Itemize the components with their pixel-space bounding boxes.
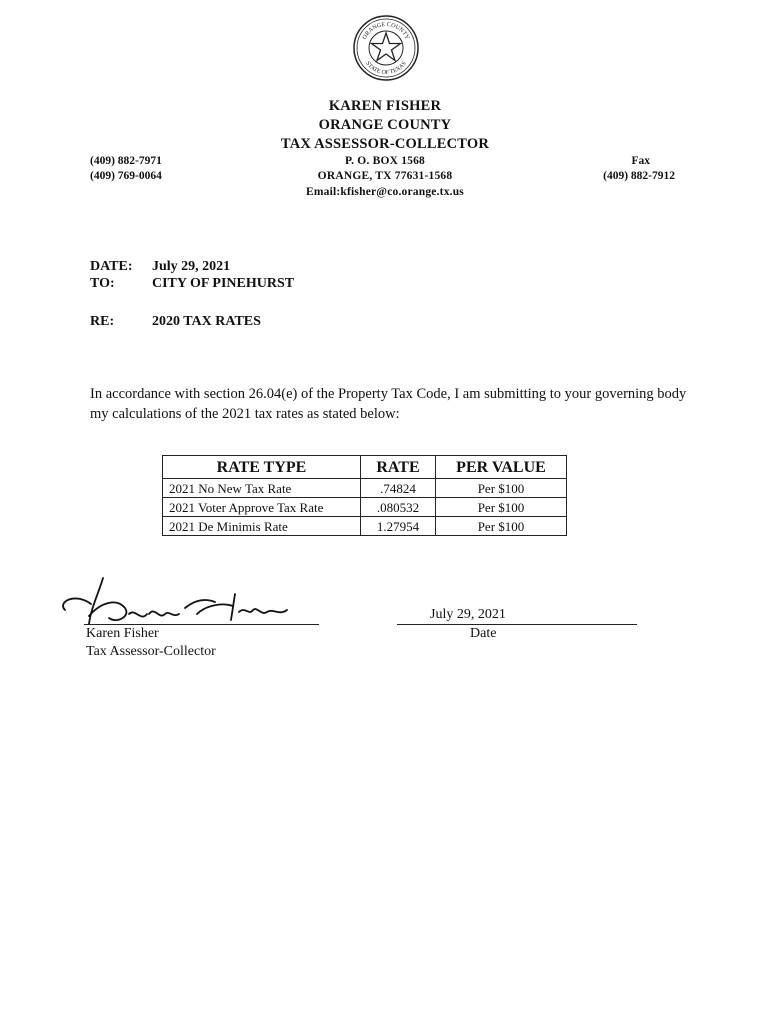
date-value: July 29, 2021 [152,259,231,274]
per-value-cell: Per $100 [436,479,567,498]
phone-number-2: (409) 769-0064 [90,170,162,182]
date-label: DATE: [90,259,133,274]
rate-cell: 1.27954 [361,517,436,536]
phone-number-1: (409) 882-7971 [90,155,162,167]
body-paragraph: In accordance with section 26.04(e) of the Property Tax Code, I am submitting to your governing body my calculations of the 2021 tax rates as stated below: [90,386,687,422]
signer-title: Tax Assessor-Collector [86,644,216,659]
table-row [163,498,567,517]
signer-name: Karen Fisher [86,626,159,641]
header-name: KAREN FISHER [328,98,442,114]
rate-type-cell: 2021 No New Tax Rate [163,479,361,498]
re-label: RE: [90,314,115,329]
signature-date-label: Date [470,626,497,641]
svg-text:STATE OF TEXAS: STATE OF TEXAS [364,60,408,77]
signature-date-value: July 29, 2021 [430,607,506,622]
svg-text:ORANGE COUNTY: ORANGE COUNTY [362,21,410,41]
to-label: TO: [90,276,115,291]
county-seal [352,14,420,82]
rate-type-cell: 2021 De Minimis Rate [163,517,361,536]
header-city: ORANGE, TX 77631-1568 [317,170,453,182]
header-po-box: P. O. BOX 1568 [344,155,425,167]
star-icon [372,33,401,61]
rate-type-cell: 2021 Voter Approve Tax Rate [163,498,361,517]
rates-table [162,455,567,536]
header-office: TAX ASSESSOR-COLLECTOR [280,136,490,152]
rate-header: RATE [361,456,436,479]
fax-number: (409) 882-7912 [603,170,675,182]
signature-line [84,624,319,625]
rate-type-header: RATE TYPE [163,456,361,479]
table-row [163,479,567,498]
rate-cell: .74824 [361,479,436,498]
re-value: 2020 TAX RATES [152,314,261,329]
header-county: ORANGE COUNTY [318,117,452,133]
table-row [163,517,567,536]
per-value-cell: Per $100 [436,517,567,536]
rates-table-header-row [163,456,567,479]
header-email: Email:kfisher@co.orange.tx.us [305,186,464,198]
to-value: CITY OF PINEHURST [152,276,295,291]
handwritten-signature [55,572,295,628]
date-line [397,624,637,625]
per-value-cell: Per $100 [436,498,567,517]
rate-cell: .080532 [361,498,436,517]
fax-label: Fax [631,155,650,167]
per-value-header: PER VALUE [436,456,567,479]
